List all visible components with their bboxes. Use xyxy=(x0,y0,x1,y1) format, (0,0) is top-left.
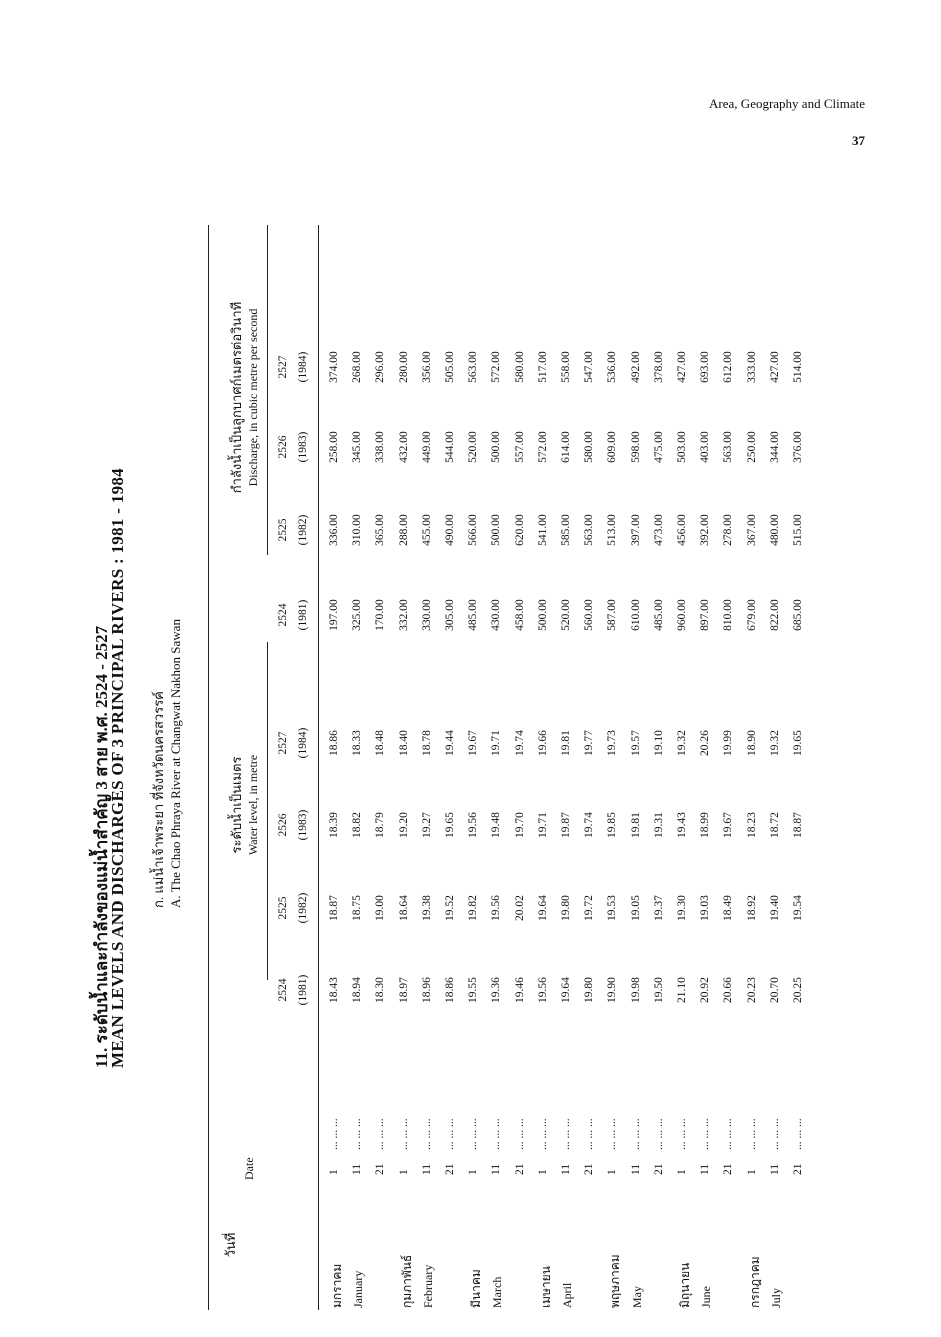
table-cell: 480.00 xyxy=(768,514,781,546)
table-cell: 19.72 xyxy=(583,895,596,921)
table-cell: 367.00 xyxy=(745,514,758,546)
row-day: 21 xyxy=(722,1163,735,1175)
column-header-year-ad: (1982) xyxy=(297,892,309,924)
river-subtitle-english: A. The Chao Phraya River at Changwat Nakhon Sawan xyxy=(168,619,183,908)
table-cell: 18.97 xyxy=(397,977,410,1003)
table-cell: 585.00 xyxy=(560,514,572,546)
row-day: 21 xyxy=(792,1163,804,1175)
table-cell: 19.81 xyxy=(629,812,642,838)
table-cell: 500.00 xyxy=(490,431,503,463)
table-cell: 19.87 xyxy=(560,812,572,838)
table-cell: 325.00 xyxy=(351,599,364,631)
table-cell: 693.00 xyxy=(699,351,712,383)
table-cell: 810.00 xyxy=(722,599,735,631)
row-leader-dots: ... ... ... xyxy=(490,1118,503,1150)
column-header-year-be: 2527 xyxy=(277,731,289,755)
row-leader-dots: ... ... ... xyxy=(652,1118,665,1150)
table-cell: 344.00 xyxy=(768,431,781,463)
table-cell: 547.00 xyxy=(583,351,596,383)
row-day: 21 xyxy=(652,1163,665,1175)
table-cell: 572.00 xyxy=(490,351,503,383)
table-cell: 19.55 xyxy=(467,977,480,1003)
row-day: 21 xyxy=(444,1163,456,1175)
month-label-thai: กรกฎาคม xyxy=(747,1256,762,1308)
table-cell: 18.86 xyxy=(328,730,340,756)
row-day: 1 xyxy=(606,1169,619,1175)
table-cell: 278.00 xyxy=(722,514,735,546)
table-cell: 473.00 xyxy=(652,514,665,546)
month-label-thai: พฤษภาคม xyxy=(608,1254,623,1308)
table-cell: 18.87 xyxy=(792,812,804,838)
table-cell: 197.00 xyxy=(328,599,340,631)
table-cell: 19.77 xyxy=(583,730,596,756)
table-cell: 376.00 xyxy=(792,431,804,463)
table-cell: 515.00 xyxy=(792,514,804,546)
table-cell: 19.66 xyxy=(536,730,549,756)
table-cell: 20.25 xyxy=(792,977,804,1003)
table-cell: 19.20 xyxy=(397,812,410,838)
table-cell: 20.92 xyxy=(699,977,712,1003)
table-cell: 18.78 xyxy=(420,730,433,756)
table-cell: 280.00 xyxy=(397,351,410,383)
table-cell: 18.33 xyxy=(351,730,364,756)
water-level-group-rule xyxy=(267,642,268,980)
table-cell: 19.70 xyxy=(513,812,526,838)
table-cell: 18.39 xyxy=(328,812,340,838)
table-cell: 19.36 xyxy=(490,977,503,1003)
table-cell: 19.50 xyxy=(652,977,665,1003)
row-day: 11 xyxy=(560,1163,572,1175)
row-leader-dots: ... ... ... xyxy=(583,1118,596,1150)
row-leader-dots: ... ... ... xyxy=(536,1118,549,1150)
table-cell: 563.00 xyxy=(583,514,596,546)
table-cell: 19.46 xyxy=(513,977,526,1003)
row-leader-dots: ... ... ... xyxy=(722,1118,735,1150)
table-cell: 580.00 xyxy=(513,351,526,383)
table-cell: 19.67 xyxy=(467,730,480,756)
table-cell: 458.00 xyxy=(513,599,526,631)
table-cell: 541.00 xyxy=(536,514,549,546)
row-day: 11 xyxy=(768,1163,781,1175)
water-level-header-english: Water level, in metre xyxy=(246,754,260,856)
table-cell: 19.44 xyxy=(444,730,456,756)
row-day: 21 xyxy=(583,1163,596,1175)
table-cell: 536.00 xyxy=(606,351,619,383)
table-cell: 432.00 xyxy=(397,431,410,463)
table-cell: 19.71 xyxy=(490,730,503,756)
table-cell: 19.90 xyxy=(606,977,619,1003)
table-cell: 19.74 xyxy=(583,812,596,838)
table-cell: 19.52 xyxy=(444,895,456,921)
column-header-year-be: 2527 xyxy=(277,355,289,379)
row-leader-dots: ... ... ... xyxy=(397,1118,410,1150)
table-cell: 19.73 xyxy=(606,730,619,756)
column-header-year-be: 2525 xyxy=(277,518,289,542)
table-cell: 19.56 xyxy=(490,895,503,921)
table-cell: 587.00 xyxy=(606,599,619,631)
row-day: 21 xyxy=(513,1163,526,1175)
table-cell: 365.00 xyxy=(374,514,387,546)
row-day: 1 xyxy=(536,1169,549,1175)
table-cell: 456.00 xyxy=(676,514,688,546)
table-cell: 19.99 xyxy=(722,730,735,756)
table-cell: 19.30 xyxy=(676,895,688,921)
row-leader-dots: ... ... ... xyxy=(768,1118,781,1150)
table-cell: 305.00 xyxy=(444,599,456,631)
table-cell: 288.00 xyxy=(397,514,410,546)
table-cell: 250.00 xyxy=(745,431,758,463)
row-leader-dots: ... ... ... xyxy=(420,1118,433,1150)
table-title-thai: 11. ระดับน้ำและกำลังของแม่น้ำสำคัญ 3 สาย พ.ศ. 2524 - 2527 xyxy=(92,625,111,1068)
column-header-year-be: 2525 xyxy=(277,896,289,920)
table-cell: 572.00 xyxy=(536,431,549,463)
month-label-english: May xyxy=(629,1286,644,1308)
table-cell: 598.00 xyxy=(629,431,642,463)
table-title-english: MEAN LEVELS AND DISCHARGES OF 3 PRINCIPAL RIVERS : 1981 - 1984 xyxy=(108,468,127,1068)
row-day: 1 xyxy=(676,1169,688,1175)
table-cell: 492.00 xyxy=(629,351,642,383)
row-leader-dots: ... ... ... xyxy=(629,1118,642,1150)
table-cell: 18.94 xyxy=(351,977,364,1003)
table-cell: 19.57 xyxy=(629,730,642,756)
table-cell: 19.40 xyxy=(768,895,781,921)
table-cell: 19.56 xyxy=(536,977,549,1003)
table-cell: 268.00 xyxy=(351,351,364,383)
table-cell: 258.00 xyxy=(328,431,340,463)
row-day: 1 xyxy=(467,1169,480,1175)
row-day: 21 xyxy=(374,1163,387,1175)
table-cell: 19.56 xyxy=(467,812,480,838)
discharge-header-english: Discharge, in cubic metre per second xyxy=(246,308,260,487)
table-cell: 18.82 xyxy=(351,812,364,838)
month-label-english: June xyxy=(699,1286,714,1308)
month-label-english: January xyxy=(351,1270,366,1308)
month-label-english: July xyxy=(768,1287,783,1308)
table-cell: 500.00 xyxy=(536,599,549,631)
page-number: 37 xyxy=(852,133,865,148)
table-cell: 566.00 xyxy=(467,514,480,546)
section-header: Area, Geography and Climate xyxy=(709,96,865,111)
table-cell: 397.00 xyxy=(629,514,642,546)
discharge-group-rule xyxy=(267,225,268,555)
table-cell: 580.00 xyxy=(583,431,596,463)
table-cell: 18.43 xyxy=(328,977,340,1003)
table-top-rule xyxy=(208,225,209,1310)
table-cell: 18.90 xyxy=(745,730,758,756)
table-cell: 330.00 xyxy=(420,599,433,631)
table-cell: 544.00 xyxy=(444,431,456,463)
water-level-header-thai: ระดับน้ำเป็นเมตร xyxy=(229,756,244,854)
table-cell: 19.48 xyxy=(490,812,503,838)
table-cell: 19.54 xyxy=(792,895,804,921)
table-cell: 378.00 xyxy=(652,351,665,383)
row-leader-dots: ... ... ... xyxy=(699,1118,712,1150)
table-cell: 18.48 xyxy=(374,730,387,756)
table-cell: 520.00 xyxy=(560,599,572,631)
row-leader-dots: ... ... ... xyxy=(513,1118,526,1150)
table-cell: 19.05 xyxy=(629,895,642,921)
table-cell: 333.00 xyxy=(745,351,758,383)
column-header-year-ad: (1983) xyxy=(297,431,309,463)
table-cell: 18.96 xyxy=(420,977,433,1003)
column-header-year-ad: (1984) xyxy=(297,351,309,383)
table-cell: 18.87 xyxy=(328,895,340,921)
table-cell: 485.00 xyxy=(467,599,480,631)
table-cell: 500.00 xyxy=(490,514,503,546)
table-cell: 20.23 xyxy=(745,977,758,1003)
row-leader-dots: ... ... ... xyxy=(467,1118,480,1150)
table-cell: 20.02 xyxy=(513,895,526,921)
table-cell: 18.49 xyxy=(722,895,735,921)
table-cell: 18.86 xyxy=(444,977,456,1003)
table-cell: 427.00 xyxy=(768,351,781,383)
table-cell: 513.00 xyxy=(606,514,619,546)
river-subtitle-thai: ก. แม่น้ำเจ้าพระยา ที่จังหวัดนครสวรรค์ xyxy=(151,691,166,908)
table-cell: 490.00 xyxy=(444,514,456,546)
table-cell: 455.00 xyxy=(420,514,433,546)
table-cell: 19.31 xyxy=(652,812,665,838)
row-day: 1 xyxy=(745,1169,758,1175)
table-cell: 679.00 xyxy=(745,599,758,631)
table-cell: 610.00 xyxy=(629,599,642,631)
table-cell: 18.40 xyxy=(397,730,410,756)
table-cell: 19.65 xyxy=(792,730,804,756)
table-cell: 403.00 xyxy=(699,431,712,463)
row-leader-dots: ... ... ... xyxy=(606,1118,619,1150)
row-day: 1 xyxy=(328,1169,340,1175)
table-cell: 374.00 xyxy=(328,351,340,383)
table-cell: 18.72 xyxy=(768,812,781,838)
column-header-year-be: 2524 xyxy=(277,978,289,1002)
discharge-header-thai: กำลังน้ำเป็นลูกบาศก์เมตรต่อวินาที xyxy=(229,301,244,494)
table-cell: 19.81 xyxy=(560,730,572,756)
table-cell: 520.00 xyxy=(467,431,480,463)
table-cell: 485.00 xyxy=(652,599,665,631)
table-cell: 18.99 xyxy=(699,812,712,838)
table-cell: 356.00 xyxy=(420,351,433,383)
date-header-thai: วันที่ xyxy=(223,1232,238,1258)
row-leader-dots: ... ... ... xyxy=(792,1118,804,1150)
column-header-year-be: 2526 xyxy=(277,435,289,459)
row-day: 11 xyxy=(351,1163,364,1175)
table-cell: 427.00 xyxy=(676,351,688,383)
table-cell: 557.00 xyxy=(513,431,526,463)
table-cell: 345.00 xyxy=(351,431,364,463)
row-day: 11 xyxy=(420,1163,433,1175)
table-cell: 19.10 xyxy=(652,730,665,756)
row-leader-dots: ... ... ... xyxy=(351,1118,364,1150)
date-header-english: Date xyxy=(242,1157,256,1180)
column-header-year-ad: (1981) xyxy=(297,599,309,631)
table-cell: 517.00 xyxy=(536,351,549,383)
table-cell: 18.79 xyxy=(374,812,387,838)
table-cell: 338.00 xyxy=(374,431,387,463)
month-label-english: February xyxy=(420,1264,435,1308)
month-label-thai: มีนาคม xyxy=(469,1269,484,1308)
table-cell: 19.03 xyxy=(699,895,712,921)
table-cell: 19.64 xyxy=(560,977,572,1003)
table-cell: 18.75 xyxy=(351,895,364,921)
table-cell: 897.00 xyxy=(699,599,712,631)
month-label-thai: มกราคม xyxy=(330,1263,344,1308)
table-cell: 21.10 xyxy=(676,977,688,1003)
table-cell: 558.00 xyxy=(560,351,572,383)
table-cell: 430.00 xyxy=(490,599,503,631)
table-cell: 19.82 xyxy=(467,895,480,921)
table-cell: 336.00 xyxy=(328,514,340,546)
table-cell: 19.65 xyxy=(444,812,456,838)
table-cell: 20.70 xyxy=(768,977,781,1003)
table-cell: 19.80 xyxy=(560,895,572,921)
table-cell: 960.00 xyxy=(676,599,688,631)
row-day: 11 xyxy=(490,1163,503,1175)
table-cell: 18.64 xyxy=(397,895,410,921)
table-cell: 332.00 xyxy=(397,599,410,631)
row-leader-dots: ... ... ... xyxy=(745,1118,758,1150)
column-header-year-be: 2524 xyxy=(277,603,289,627)
table-cell: 19.27 xyxy=(420,812,433,838)
table-cell: 19.64 xyxy=(536,895,549,921)
table-cell: 505.00 xyxy=(444,351,456,383)
table-cell: 19.71 xyxy=(536,812,549,838)
table-cell: 19.98 xyxy=(629,977,642,1003)
table-cell: 20.26 xyxy=(699,730,712,756)
column-header-year-be: 2526 xyxy=(277,813,289,837)
row-leader-dots: ... ... ... xyxy=(374,1118,387,1150)
table-cell: 19.74 xyxy=(513,730,526,756)
table-cell: 475.00 xyxy=(652,431,665,463)
table-cell: 19.37 xyxy=(652,895,665,921)
row-leader-dots: ... ... ... xyxy=(676,1118,688,1150)
header-bottom-rule xyxy=(318,225,319,1310)
row-day: 1 xyxy=(397,1169,410,1175)
table-cell: 822.00 xyxy=(768,599,781,631)
row-day: 11 xyxy=(699,1163,712,1175)
column-header-year-ad: (1984) xyxy=(297,727,309,759)
table-cell: 296.00 xyxy=(374,351,387,383)
month-label-thai: มิถุนายน xyxy=(678,1262,692,1308)
month-label-thai: กุมภาพันธ์ xyxy=(399,1254,414,1308)
table-cell: 19.53 xyxy=(606,895,619,921)
rotated-table-page xyxy=(60,225,840,1310)
table-cell: 609.00 xyxy=(606,431,619,463)
table-cell: 612.00 xyxy=(722,351,735,383)
table-cell: 19.32 xyxy=(676,730,688,756)
table-cell: 563.00 xyxy=(467,351,480,383)
column-header-year-ad: (1983) xyxy=(297,809,309,841)
month-label-thai: เมษายน xyxy=(538,1266,553,1308)
row-leader-dots: ... ... ... xyxy=(444,1118,456,1150)
table-cell: 19.85 xyxy=(606,812,619,838)
table-cell: 18.23 xyxy=(745,812,758,838)
table-cell: 392.00 xyxy=(699,514,712,546)
table-cell: 170.00 xyxy=(374,599,387,631)
table-cell: 19.67 xyxy=(722,812,735,838)
table-cell: 19.32 xyxy=(768,730,781,756)
row-leader-dots: ... ... ... xyxy=(560,1118,572,1150)
table-cell: 514.00 xyxy=(792,351,804,383)
table-cell: 19.38 xyxy=(420,895,433,921)
table-cell: 19.80 xyxy=(583,977,596,1003)
table-cell: 310.00 xyxy=(351,514,364,546)
table-cell: 620.00 xyxy=(513,514,526,546)
table-cell: 560.00 xyxy=(583,599,596,631)
table-cell: 449.00 xyxy=(420,431,433,463)
row-day: 11 xyxy=(629,1163,642,1175)
column-header-year-ad: (1982) xyxy=(297,514,309,546)
table-cell: 503.00 xyxy=(676,431,688,463)
table-cell: 563.00 xyxy=(722,431,735,463)
table-cell: 685.00 xyxy=(792,599,804,631)
table-cell: 18.92 xyxy=(745,895,758,921)
table-cell: 20.66 xyxy=(722,977,735,1003)
table-cell: 19.43 xyxy=(676,812,688,838)
table-cell: 19.00 xyxy=(374,895,387,921)
month-label-english: April xyxy=(560,1282,574,1308)
row-leader-dots: ... ... ... xyxy=(328,1118,340,1150)
column-header-year-ad: (1981) xyxy=(297,974,309,1006)
table-cell: 18.30 xyxy=(374,977,387,1003)
month-label-english: March xyxy=(490,1276,505,1308)
table-cell: 614.00 xyxy=(560,431,572,463)
